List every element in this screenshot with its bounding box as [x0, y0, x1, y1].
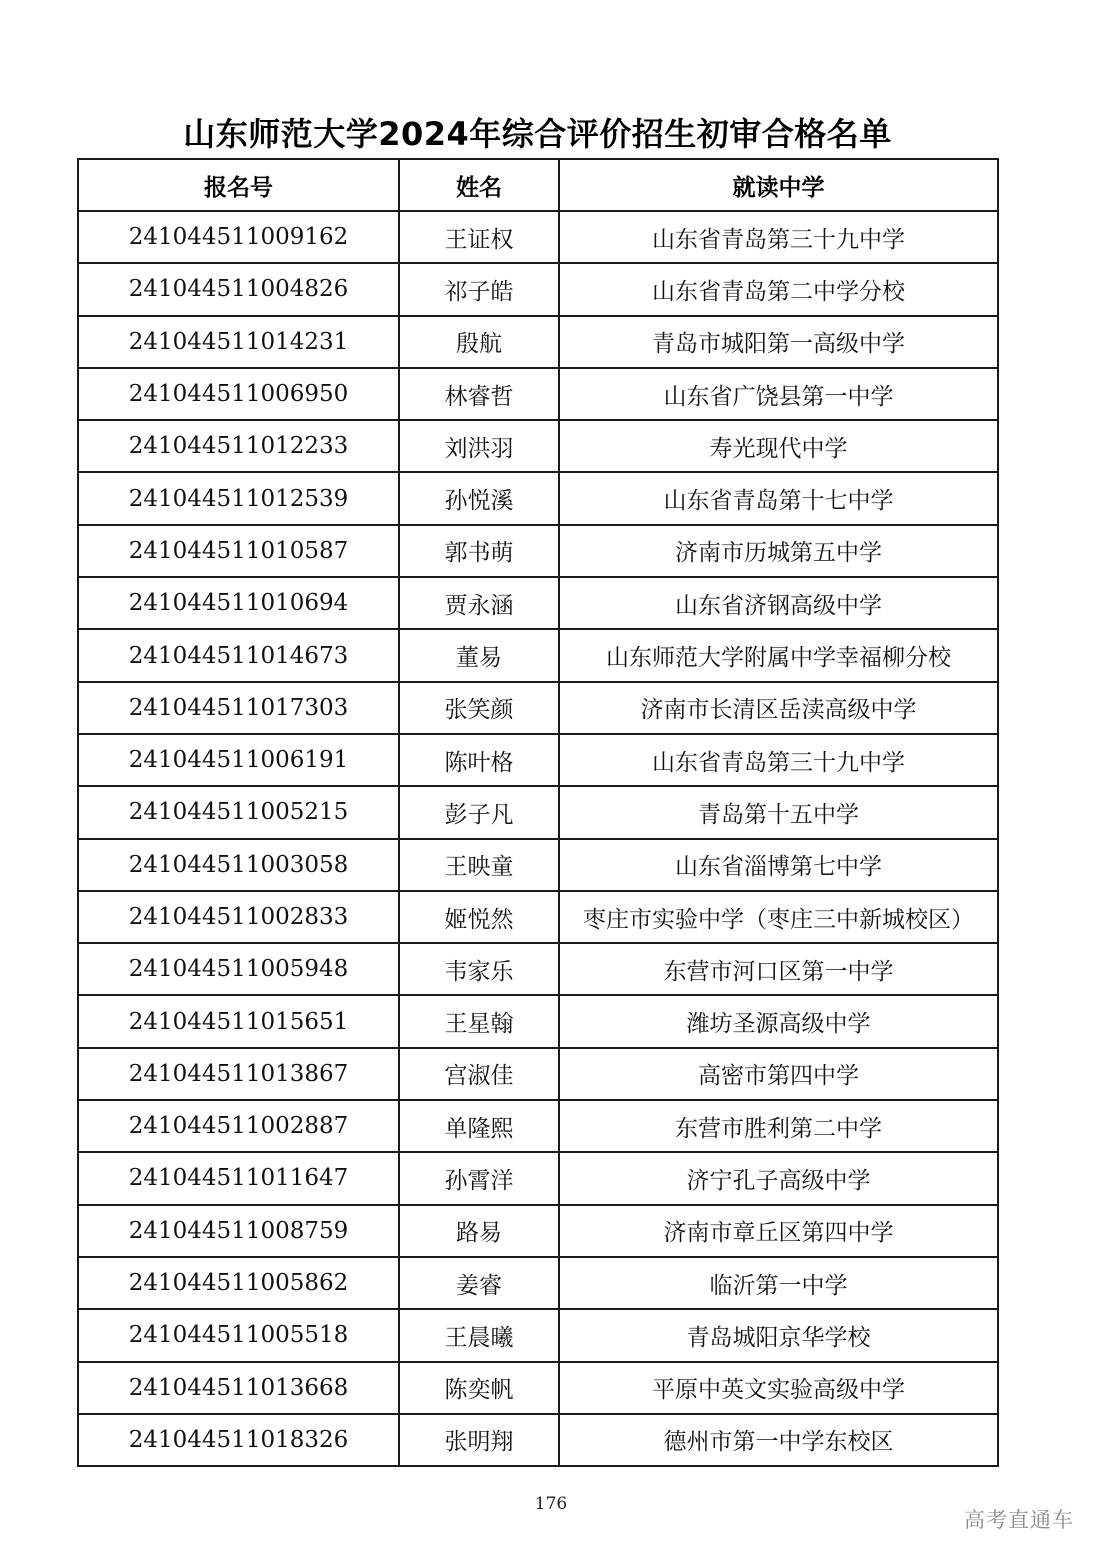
- registration-number-cell: 241044511014673: [78, 629, 399, 681]
- table-row: [78, 1309, 998, 1361]
- table-row: [78, 368, 998, 420]
- school-name-cell: 临沂第一中学: [559, 1257, 998, 1309]
- registration-number-cell: 241044511013867: [78, 1048, 399, 1100]
- school-name-cell: 青岛市城阳第一高级中学: [559, 316, 998, 368]
- table-row: [78, 734, 998, 786]
- student-name-cell: 宫淑佳: [399, 1048, 559, 1100]
- school-name-cell: 德州市第一中学东校区: [559, 1414, 998, 1466]
- table-body: [78, 211, 998, 1466]
- table-row: [78, 577, 998, 629]
- table-row: [78, 943, 998, 995]
- student-name-cell: 陈奕帆: [399, 1362, 559, 1414]
- student-name-cell: 张笑颜: [399, 682, 559, 734]
- table-row: [78, 1362, 998, 1414]
- registration-number-cell: 241044511013668: [78, 1362, 399, 1414]
- table-row: [78, 1152, 998, 1204]
- registration-number-cell: 241044511006950: [78, 368, 399, 420]
- school-name-cell: 平原中英文实验高级中学: [559, 1362, 998, 1414]
- school-name-cell: 山东师范大学附属中学幸福柳分校: [559, 629, 998, 681]
- school-name-cell: 东营市胜利第二中学: [559, 1100, 998, 1152]
- registration-number-cell: 241044511018326: [78, 1414, 399, 1466]
- student-name-cell: 王证权: [399, 211, 559, 263]
- school-name-cell: 济南市章丘区第四中学: [559, 1205, 998, 1257]
- admission-list-table: [77, 158, 999, 1467]
- registration-number-cell: 241044511017303: [78, 682, 399, 734]
- school-name-cell: 济南市历城第五中学: [559, 525, 998, 577]
- school-name-cell: 济南市长清区岳渎高级中学: [559, 682, 998, 734]
- school-name-cell: 山东省青岛第十七中学: [559, 472, 998, 524]
- table-row: [78, 211, 998, 263]
- registration-number-cell: 241044511005862: [78, 1257, 399, 1309]
- table-row: [78, 786, 998, 838]
- student-name-cell: 张明翔: [399, 1414, 559, 1466]
- table-row: [78, 472, 998, 524]
- student-name-cell: 王映童: [399, 839, 559, 891]
- student-name-cell: 祁子皓: [399, 263, 559, 315]
- registration-number-cell: 241044511012539: [78, 472, 399, 524]
- school-name-cell: 山东省青岛第三十九中学: [559, 211, 998, 263]
- table-row: [78, 316, 998, 368]
- table-row: [78, 1100, 998, 1152]
- school-name-cell: 青岛城阳京华学校: [559, 1309, 998, 1361]
- table-row: [78, 263, 998, 315]
- table-row: [78, 1205, 998, 1257]
- registration-number-cell: 241044511002887: [78, 1100, 399, 1152]
- table-row: [78, 420, 998, 472]
- registration-number-cell: 241044511005215: [78, 786, 399, 838]
- registration-number-cell: 241044511011647: [78, 1152, 399, 1204]
- school-name-cell: 高密市第四中学: [559, 1048, 998, 1100]
- student-name-cell: 孙霄洋: [399, 1152, 559, 1204]
- column-header-registration-number: 报名号: [78, 159, 399, 211]
- student-name-cell: 彭子凡: [399, 786, 559, 838]
- table-row: [78, 1257, 998, 1309]
- table-row: [78, 995, 998, 1047]
- school-name-cell: 青岛第十五中学: [559, 786, 998, 838]
- school-name-cell: 东营市河口区第一中学: [559, 943, 998, 995]
- table-header: [78, 159, 998, 211]
- student-name-cell: 殷航: [399, 316, 559, 368]
- student-name-cell: 单隆熙: [399, 1100, 559, 1152]
- registration-number-cell: 241044511008759: [78, 1205, 399, 1257]
- student-name-cell: 韦家乐: [399, 943, 559, 995]
- student-name-cell: 王星翰: [399, 995, 559, 1047]
- registration-number-cell: 241044511003058: [78, 839, 399, 891]
- student-name-cell: 董易: [399, 629, 559, 681]
- student-name-cell: 姜睿: [399, 1257, 559, 1309]
- student-name-cell: 贾永涵: [399, 577, 559, 629]
- table-row: [78, 629, 998, 681]
- registration-number-cell: 241044511014231: [78, 316, 399, 368]
- school-name-cell: 山东省广饶县第一中学: [559, 368, 998, 420]
- document-title: 山东师范大学2024年综合评价招生初审合格名单: [183, 115, 892, 153]
- student-name-cell: 姬悦然: [399, 891, 559, 943]
- table-row: [78, 525, 998, 577]
- table-header-row: [78, 159, 998, 211]
- registration-number-cell: 241044511002833: [78, 891, 399, 943]
- school-name-cell: 济宁孔子高级中学: [559, 1152, 998, 1204]
- column-header-name: 姓名: [399, 159, 559, 211]
- student-name-cell: 路易: [399, 1205, 559, 1257]
- column-header-school: 就读中学: [559, 159, 998, 211]
- school-name-cell: 山东省淄博第七中学: [559, 839, 998, 891]
- school-name-cell: 山东省青岛第二中学分校: [559, 263, 998, 315]
- registration-number-cell: 241044511012233: [78, 420, 399, 472]
- table-row: [78, 1048, 998, 1100]
- student-name-cell: 郭书萌: [399, 525, 559, 577]
- page-number: 176: [534, 1494, 568, 1514]
- school-name-cell: 山东省济钢高级中学: [559, 577, 998, 629]
- table-row: [78, 1414, 998, 1466]
- student-name-cell: 王晨曦: [399, 1309, 559, 1361]
- student-name-cell: 陈叶格: [399, 734, 559, 786]
- registration-number-cell: 241044511006191: [78, 734, 399, 786]
- registration-number-cell: 241044511010694: [78, 577, 399, 629]
- registration-number-cell: 241044511010587: [78, 525, 399, 577]
- school-name-cell: 枣庄市实验中学（枣庄三中新城校区）: [559, 891, 998, 943]
- school-name-cell: 寿光现代中学: [559, 420, 998, 472]
- student-name-cell: 孙悦溪: [399, 472, 559, 524]
- registration-number-cell: 241044511015651: [78, 995, 399, 1047]
- student-name-cell: 林睿哲: [399, 368, 559, 420]
- registration-number-cell: 241044511005948: [78, 943, 399, 995]
- school-name-cell: 山东省青岛第三十九中学: [559, 734, 998, 786]
- table-row: [78, 839, 998, 891]
- student-name-cell: 刘洪羽: [399, 420, 559, 472]
- watermark-text: 高考直通车: [964, 1508, 1074, 1532]
- school-name-cell: 潍坊圣源高级中学: [559, 995, 998, 1047]
- table-row: [78, 891, 998, 943]
- registration-number-cell: 241044511004826: [78, 263, 399, 315]
- table-row: [78, 682, 998, 734]
- registration-number-cell: 241044511005518: [78, 1309, 399, 1361]
- registration-number-cell: 241044511009162: [78, 211, 399, 263]
